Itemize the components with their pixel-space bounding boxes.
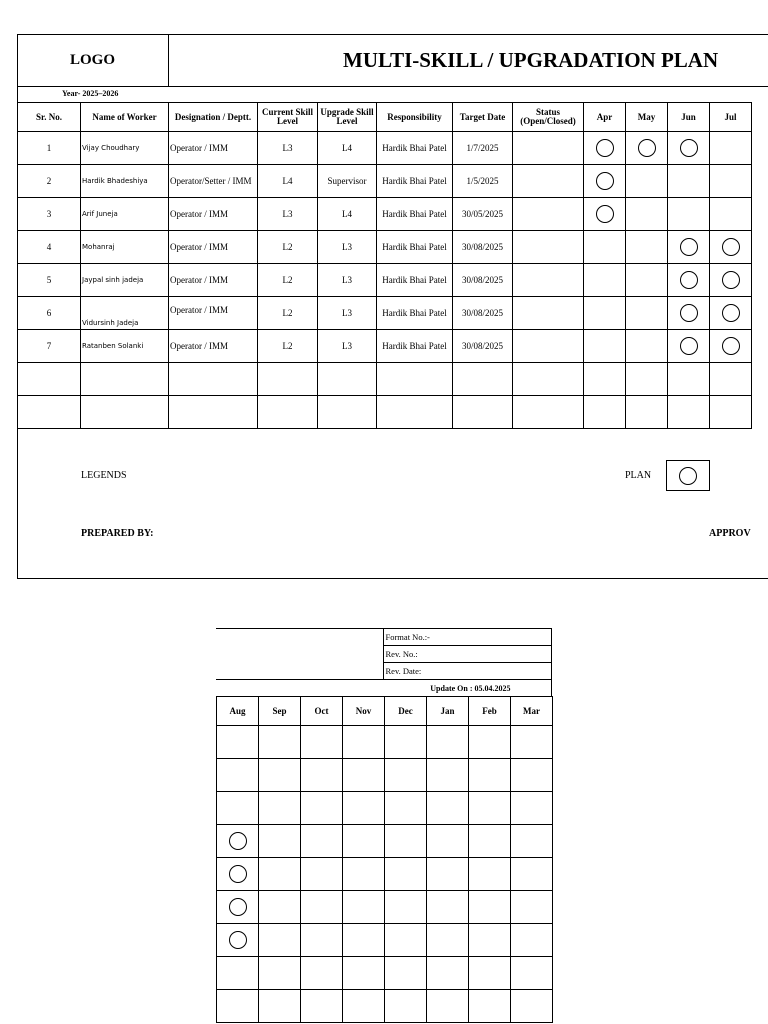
plan-circle-icon	[680, 337, 698, 355]
cell-plan-jul	[710, 330, 752, 363]
cell-worker-name: Mohanraj	[81, 231, 169, 264]
cell-plan-mar	[511, 759, 553, 792]
plan-circle-icon	[722, 238, 740, 256]
cell-designation: Operator/Setter / IMM	[169, 165, 258, 198]
cell-designation: Operator / IMM	[169, 264, 258, 297]
cell-plan-nov	[343, 825, 385, 858]
cell-upgrade-skill: L3	[318, 330, 377, 363]
empty-table-row	[18, 363, 752, 396]
prepared-by-label: PREPARED BY:	[81, 528, 154, 539]
cell-plan-jun	[668, 198, 710, 231]
col-dec: Dec	[385, 697, 427, 726]
cell-plan-nov	[343, 726, 385, 759]
cell-current-skill: L3	[258, 132, 318, 165]
col-apr: Apr	[584, 103, 626, 132]
empty-cell	[169, 396, 258, 429]
cell-plan-mar	[511, 792, 553, 825]
col-aug: Aug	[217, 697, 259, 726]
col-jan: Jan	[427, 697, 469, 726]
cell-responsibility: Hardik Bhai Patel	[377, 198, 453, 231]
cell-plan-jan	[427, 858, 469, 891]
cell-status	[513, 165, 584, 198]
empty-cell	[710, 363, 752, 396]
cell-worker-name: Vidursinh Jadeja	[81, 297, 169, 330]
cell-plan-jun	[668, 297, 710, 330]
cell-plan-feb	[469, 759, 511, 792]
cell-plan-oct	[301, 858, 343, 891]
plan-circle-icon	[680, 271, 698, 289]
plan-circle-icon	[722, 271, 740, 289]
cell-plan-oct	[301, 990, 343, 1023]
col-responsibility: Responsibility	[377, 103, 453, 132]
table-row	[217, 825, 553, 858]
empty-cell	[18, 363, 81, 396]
cell-current-skill: L2	[258, 264, 318, 297]
cell-plan-aug	[217, 957, 259, 990]
empty-cell	[81, 363, 169, 396]
cell-responsibility: Hardik Bhai Patel	[377, 231, 453, 264]
col-may: May	[626, 103, 668, 132]
cell-plan-aug	[217, 792, 259, 825]
col-jul: Jul	[710, 103, 752, 132]
plan-circle-icon	[596, 139, 614, 157]
table-row	[18, 198, 752, 231]
rev-date: Rev. Date:	[383, 663, 551, 680]
cell-plan-may	[626, 132, 668, 165]
cell-sr-no: 5	[18, 264, 81, 297]
plan-circle-icon	[679, 467, 697, 485]
cell-designation: Operator / IMM	[169, 231, 258, 264]
cell-plan-nov	[343, 957, 385, 990]
cell-plan-jan	[427, 957, 469, 990]
col-status: Status (Open/Closed)	[513, 103, 584, 132]
cell-plan-nov	[343, 858, 385, 891]
logo-placeholder: LOGO	[17, 34, 169, 86]
table-row	[18, 132, 752, 165]
plan-circle-icon	[638, 139, 656, 157]
empty-cell	[453, 363, 513, 396]
cell-status	[513, 330, 584, 363]
cell-designation: Operator / IMM	[169, 132, 258, 165]
cell-plan-sep	[259, 924, 301, 957]
table-row	[18, 297, 752, 330]
cell-designation: Operator / IMM	[169, 330, 258, 363]
cell-plan-dec	[385, 726, 427, 759]
col-current-skill: Current Skill Level	[258, 103, 318, 132]
cell-plan-aug	[217, 990, 259, 1023]
cell-plan-may	[626, 165, 668, 198]
cell-plan-apr	[584, 231, 626, 264]
table-header-row	[18, 103, 752, 132]
cell-plan-nov	[343, 924, 385, 957]
col-target-date: Target Date	[453, 103, 513, 132]
cell-plan-mar	[511, 858, 553, 891]
cell-target-date: 1/7/2025	[453, 132, 513, 165]
cell-plan-jan	[427, 825, 469, 858]
empty-cell	[169, 363, 258, 396]
table-row	[18, 231, 752, 264]
cell-plan-jan	[427, 891, 469, 924]
cell-plan-jul	[710, 165, 752, 198]
rev-no: Rev. No.:	[383, 646, 551, 663]
cell-plan-nov	[343, 792, 385, 825]
cell-plan-sep	[259, 957, 301, 990]
cell-sr-no: 6	[18, 297, 81, 330]
table-row	[18, 165, 752, 198]
cell-plan-may	[626, 198, 668, 231]
cell-status	[513, 264, 584, 297]
cell-plan-sep	[259, 792, 301, 825]
cell-responsibility: Hardik Bhai Patel	[377, 132, 453, 165]
col-sr-no: Sr. No.	[18, 103, 81, 132]
empty-cell	[584, 363, 626, 396]
cell-current-skill: L4	[258, 165, 318, 198]
plan-table	[17, 102, 752, 429]
cell-plan-jul	[710, 264, 752, 297]
table-row	[217, 792, 553, 825]
plan-circle-icon	[229, 865, 247, 883]
empty-cell	[318, 396, 377, 429]
plan-circle-icon	[722, 304, 740, 322]
plan-circle-icon	[229, 931, 247, 949]
format-blank-cell	[216, 629, 383, 680]
cell-responsibility: Hardik Bhai Patel	[377, 297, 453, 330]
col-mar: Mar	[511, 697, 553, 726]
cell-sr-no: 1	[18, 132, 81, 165]
table-row	[18, 264, 752, 297]
cell-plan-aug	[217, 726, 259, 759]
cell-upgrade-skill: L4	[318, 132, 377, 165]
cell-plan-jan	[427, 726, 469, 759]
cell-plan-oct	[301, 891, 343, 924]
empty-cell	[258, 396, 318, 429]
cell-plan-may	[626, 297, 668, 330]
cell-plan-aug	[217, 891, 259, 924]
cell-plan-oct	[301, 726, 343, 759]
cell-plan-apr	[584, 198, 626, 231]
cell-plan-feb	[469, 726, 511, 759]
plan-circle-icon	[596, 172, 614, 190]
plan-circle-icon	[722, 337, 740, 355]
empty-cell	[318, 363, 377, 396]
cell-plan-dec	[385, 792, 427, 825]
cell-plan-nov	[343, 759, 385, 792]
cell-status	[513, 198, 584, 231]
cell-sr-no: 7	[18, 330, 81, 363]
cell-plan-nov	[343, 990, 385, 1023]
cell-plan-aug	[217, 858, 259, 891]
cell-upgrade-skill: L4	[318, 198, 377, 231]
cell-plan-sep	[259, 990, 301, 1023]
cell-target-date: 30/08/2025	[453, 264, 513, 297]
cell-plan-jun	[668, 165, 710, 198]
cell-upgrade-skill: L3	[318, 231, 377, 264]
col-nov: Nov	[343, 697, 385, 726]
cell-responsibility: Hardik Bhai Patel	[377, 330, 453, 363]
col-oct: Oct	[301, 697, 343, 726]
cell-target-date: 30/08/2025	[453, 330, 513, 363]
cell-upgrade-skill: L3	[318, 264, 377, 297]
empty-cell	[377, 396, 453, 429]
cell-target-date: 30/08/2025	[453, 297, 513, 330]
cell-plan-dec	[385, 990, 427, 1023]
cell-plan-mar	[511, 726, 553, 759]
cell-plan-dec	[385, 957, 427, 990]
plan-circle-icon	[596, 205, 614, 223]
empty-cell	[18, 396, 81, 429]
col-upgrade-skill: Upgrade Skill Level	[318, 103, 377, 132]
cell-plan-oct	[301, 957, 343, 990]
cell-current-skill: L2	[258, 330, 318, 363]
cell-plan-dec	[385, 891, 427, 924]
empty-cell	[626, 396, 668, 429]
cell-plan-jun	[668, 264, 710, 297]
cell-plan-jun	[668, 330, 710, 363]
plan-circle-icon	[680, 238, 698, 256]
empty-cell	[584, 396, 626, 429]
cell-plan-jul	[710, 297, 752, 330]
cell-plan-sep	[259, 858, 301, 891]
cell-plan-jun	[668, 231, 710, 264]
cell-plan-aug	[217, 924, 259, 957]
empty-cell	[513, 396, 584, 429]
cell-plan-oct	[301, 924, 343, 957]
cell-sr-no: 2	[18, 165, 81, 198]
table-row	[217, 891, 553, 924]
empty-table-row	[18, 396, 752, 429]
empty-cell	[626, 363, 668, 396]
table-row	[217, 858, 553, 891]
cell-plan-mar	[511, 891, 553, 924]
col-sep: Sep	[259, 697, 301, 726]
cell-current-skill: L2	[258, 231, 318, 264]
empty-cell	[258, 363, 318, 396]
cell-plan-apr	[584, 132, 626, 165]
cell-plan-apr	[584, 297, 626, 330]
cell-plan-aug	[217, 825, 259, 858]
plan-circle-icon	[680, 139, 698, 157]
format-no: Format No.:-	[383, 629, 551, 646]
cell-responsibility: Hardik Bhai Patel	[377, 165, 453, 198]
cell-worker-name: Vijay Choudhary	[81, 132, 169, 165]
cell-sr-no: 4	[18, 231, 81, 264]
plan-legend-box	[666, 460, 710, 491]
cell-plan-mar	[511, 990, 553, 1023]
cell-plan-sep	[259, 759, 301, 792]
cell-plan-feb	[469, 891, 511, 924]
cell-plan-apr	[584, 264, 626, 297]
col-name: Name of Worker	[81, 103, 169, 132]
format-info-table	[216, 628, 552, 697]
cell-status	[513, 132, 584, 165]
cell-plan-oct	[301, 825, 343, 858]
cell-plan-apr	[584, 330, 626, 363]
cell-target-date: 30/05/2025	[453, 198, 513, 231]
empty-cell	[513, 363, 584, 396]
empty-cell	[668, 396, 710, 429]
cell-plan-mar	[511, 825, 553, 858]
cell-plan-jan	[427, 990, 469, 1023]
table-row	[217, 990, 553, 1023]
empty-cell	[453, 396, 513, 429]
empty-cell	[668, 363, 710, 396]
cell-plan-mar	[511, 924, 553, 957]
table-row	[217, 957, 553, 990]
col-designation: Designation / Deptt.	[169, 103, 258, 132]
cell-worker-name: Ratanben Solanki	[81, 330, 169, 363]
page-title: MULTI-SKILL / UPGRADATION PLAN	[343, 47, 719, 72]
cell-plan-feb	[469, 990, 511, 1023]
plan-legend-label: PLAN	[625, 470, 652, 481]
cell-plan-jan	[427, 792, 469, 825]
months-table	[216, 696, 553, 1023]
cell-plan-feb	[469, 792, 511, 825]
cell-plan-may	[626, 330, 668, 363]
cell-plan-sep	[259, 891, 301, 924]
plan-circle-icon	[229, 898, 247, 916]
cell-plan-oct	[301, 792, 343, 825]
cell-plan-jul	[710, 198, 752, 231]
cell-plan-dec	[385, 759, 427, 792]
cell-plan-jul	[710, 231, 752, 264]
table-row	[18, 330, 752, 363]
cell-plan-sep	[259, 726, 301, 759]
cell-target-date: 30/08/2025	[453, 231, 513, 264]
update-on: Update On : 05.04.2025	[216, 680, 551, 697]
cell-plan-feb	[469, 957, 511, 990]
cell-plan-dec	[385, 924, 427, 957]
cell-plan-may	[626, 264, 668, 297]
cell-plan-feb	[469, 858, 511, 891]
approved-by-label: APPROV	[709, 528, 751, 539]
cell-target-date: 1/5/2025	[453, 165, 513, 198]
col-feb: Feb	[469, 697, 511, 726]
plan-circle-icon	[229, 832, 247, 850]
cell-plan-dec	[385, 858, 427, 891]
cell-designation: Operator / IMM	[169, 297, 258, 330]
cell-plan-apr	[584, 165, 626, 198]
cell-plan-dec	[385, 825, 427, 858]
cell-worker-name: Arif Juneja	[81, 198, 169, 231]
cell-plan-jul	[710, 132, 752, 165]
cell-current-skill: L2	[258, 297, 318, 330]
cell-status	[513, 297, 584, 330]
col-jun: Jun	[668, 103, 710, 132]
cell-plan-nov	[343, 891, 385, 924]
empty-cell	[377, 363, 453, 396]
year-label: Year- 2025–2026	[17, 86, 768, 102]
cell-plan-jan	[427, 759, 469, 792]
empty-cell	[710, 396, 752, 429]
cell-status	[513, 231, 584, 264]
cell-plan-feb	[469, 924, 511, 957]
table-row	[217, 759, 553, 792]
empty-cell	[81, 396, 169, 429]
cell-plan-may	[626, 231, 668, 264]
cell-upgrade-skill: Supervisor	[318, 165, 377, 198]
cell-plan-jun	[668, 132, 710, 165]
cell-plan-sep	[259, 825, 301, 858]
cell-responsibility: Hardik Bhai Patel	[377, 264, 453, 297]
cell-plan-feb	[469, 825, 511, 858]
cell-sr-no: 3	[18, 198, 81, 231]
plan-circle-icon	[680, 304, 698, 322]
cell-plan-mar	[511, 957, 553, 990]
cell-designation: Operator / IMM	[169, 198, 258, 231]
cell-upgrade-skill: L3	[318, 297, 377, 330]
cell-worker-name: Jaypal sinh jadeja	[81, 264, 169, 297]
legends-label: LEGENDS	[81, 470, 127, 481]
cell-plan-jan	[427, 924, 469, 957]
cell-plan-oct	[301, 759, 343, 792]
table-row	[217, 924, 553, 957]
cell-current-skill: L3	[258, 198, 318, 231]
cell-worker-name: Hardik Bhadeshiya	[81, 165, 169, 198]
cell-plan-aug	[217, 759, 259, 792]
table-row	[217, 726, 553, 759]
